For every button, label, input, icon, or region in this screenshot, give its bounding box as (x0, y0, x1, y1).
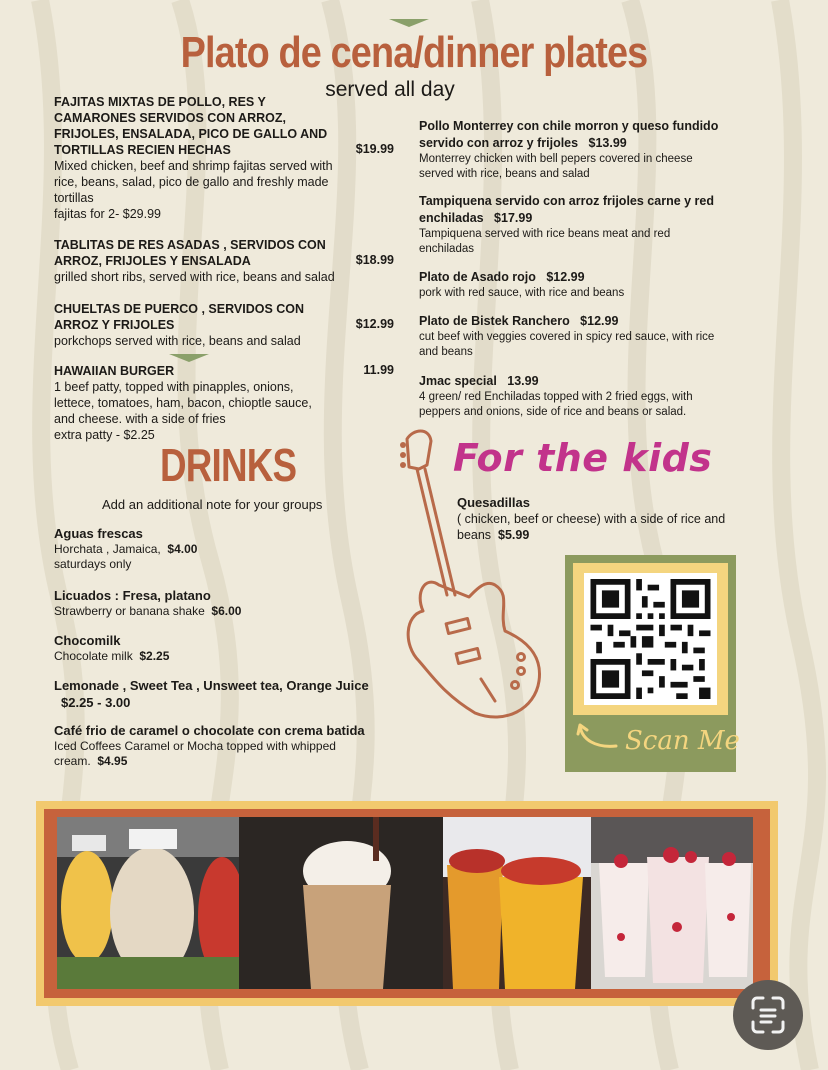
drink-desc: Strawberry or banana shake (54, 604, 205, 618)
kids-item-desc: ( chicken, beef or cheese) with a side of rice and (457, 512, 726, 526)
chevron-mid-decoration (169, 354, 209, 362)
item-desc: served with rice, beans and salad (419, 168, 590, 180)
item-title: Plato de Bistek Ranchero (419, 314, 570, 328)
drinks-note: Add an additional note for your groups (102, 497, 323, 512)
menu-item-hawaiian-burger (54, 363, 394, 443)
item-desc: Monterrey chicken with bell pepers covered in cheese (419, 153, 693, 165)
item-desc: grilled short ribs, served with rice, beans and salad (54, 270, 335, 284)
kids-item-desc: beans (457, 528, 492, 542)
item-price: $13.99 (588, 136, 627, 150)
kids-item-price: $5.99 (498, 528, 530, 542)
drink-title: Café frio de caramel o chocolate con crema batida (54, 723, 365, 738)
drink-desc: Iced Coffees Caramel or Mocha topped with whipped (54, 739, 336, 753)
item-desc: cut beef with veggies covered in spicy red sauce, with rice (419, 331, 715, 343)
item-desc: extra patty - $2.25 (54, 428, 155, 442)
item-desc: Tampiquena served with rice beans meat and red (419, 228, 671, 240)
drink-price: $6.00 (211, 604, 242, 618)
mangonada-photo (443, 817, 591, 989)
drink-item-cafe-frio (54, 722, 414, 769)
item-title: HAWAIIAN BURGER (54, 364, 175, 378)
drink-item-chocomilk (54, 632, 394, 664)
scan-me-label: Scan Me (625, 726, 740, 756)
item-desc: 1 beef patty, topped with pinapples, onions, (54, 380, 294, 394)
item-price: 13.99 (507, 374, 539, 388)
drink-title: Lemonade , Sweet Tea , Unsweet tea, Orange Juice (54, 678, 369, 693)
kids-item-title: Quesadillas (457, 495, 530, 510)
item-title: CAMARONES SERVIDOS CON ARROZ, (54, 111, 286, 125)
item-title: TORTILLAS RECIEN HECHAS (54, 143, 231, 157)
menu-item-tablitas (54, 237, 394, 285)
scan-text-icon (733, 980, 803, 1050)
item-desc: tortillas (54, 191, 94, 205)
item-title: CHUELTAS DE PUERCO , SERVIDOS CON (54, 302, 305, 316)
item-desc: rice, beans, salad, pico de gallo and freshly made (54, 175, 329, 189)
item-desc: peppers and onions, side of rice and beans or salad. (419, 406, 687, 418)
drink-item-licuados (54, 587, 394, 619)
item-price: $12.99 (580, 314, 619, 328)
drink-price: $2.25 (139, 649, 170, 663)
item-title: enchiladas (419, 211, 484, 225)
strawberry-cream-photo (591, 817, 753, 989)
drink-price: $2.25 - 3.00 (61, 695, 131, 710)
item-title: Pollo Monterrey con chile morron y queso fundido (419, 119, 719, 133)
menu-item-asado-rojo (419, 269, 779, 301)
menu-title: Plato de cena/dinner plates (180, 28, 648, 77)
item-desc: porkchops served with rice, beans and salad (54, 334, 301, 348)
item-desc: pork with red sauce, with rice and beans (419, 287, 625, 299)
menu-item-chuletas (54, 301, 394, 349)
item-desc: and beans (419, 346, 473, 358)
item-title: TABLITAS DE RES ASADAS , SERVIDOS CON (54, 238, 326, 252)
drinks-heading: DRINKS (160, 439, 297, 491)
item-desc: fajitas for 2- $29.99 (54, 207, 162, 221)
lens-scan-button[interactable] (733, 980, 803, 1050)
kids-item-quesadillas (457, 494, 777, 543)
item-title: FAJITAS MIXTAS DE POLLO, RES Y (54, 95, 266, 109)
drink-item-lemonade (54, 677, 414, 711)
item-price: $12.99 (355, 317, 394, 331)
item-price: $19.99 (355, 142, 394, 156)
drink-title: Aguas frescas (54, 526, 143, 541)
menu-item-pollo-monterrey (419, 118, 779, 182)
item-desc: 4 green/ red Enchiladas topped with 2 fried eggs, with (419, 391, 693, 403)
aguas-frescas-photo (57, 817, 239, 989)
curved-arrow-icon (576, 722, 620, 752)
drink-extra: saturdays only (54, 557, 132, 571)
drink-price: $4.00 (167, 542, 198, 556)
drink-item-aguas-frescas (54, 525, 394, 572)
item-desc: lettece, tomatoes, ham, bacon, chioptle sauce, (54, 396, 312, 410)
chevron-top-decoration (389, 19, 429, 27)
drink-title: Chocomilk (54, 633, 121, 648)
item-title: Tampiquena servido con arroz frijoles carne y red (419, 194, 715, 208)
drink-desc: Horchata , Jamaica, (54, 542, 161, 556)
item-price: 11.99 (363, 363, 394, 377)
item-title: Plato de Asado rojo (419, 270, 536, 284)
item-price: $17.99 (494, 211, 533, 225)
item-title: ARROZ, FRIJOLES Y ENSALADA (54, 254, 251, 268)
item-desc: Mixed chicken, beef and shrimp fajitas served with (54, 159, 333, 173)
item-title: Jmac special (419, 374, 497, 388)
menu-item-bistek-ranchero (419, 313, 779, 360)
iced-coffee-photo (239, 817, 443, 989)
item-price: $12.99 (546, 270, 585, 284)
drink-title: Licuados : Fresa, platano (54, 588, 211, 603)
menu-item-fajitas (54, 94, 394, 222)
item-desc: and cheese. with a side of fries (54, 412, 226, 426)
item-title: servido con arroz y frijoles (419, 136, 579, 150)
menu-item-jmac-special (419, 373, 779, 420)
menu-subtitle: served all day (325, 78, 455, 101)
menu-item-tampiquena (419, 193, 779, 257)
drink-price: $4.95 (97, 754, 128, 768)
drink-desc: Chocolate milk (54, 649, 133, 663)
item-desc: enchiladas (419, 243, 474, 255)
item-price: $18.99 (355, 253, 394, 267)
item-title: FRIJOLES, ENSALADA, PICO DE GALLO AND (54, 127, 328, 141)
qr-code-icon[interactable] (590, 579, 711, 699)
item-title: ARROZ Y FRIJOLES (54, 318, 175, 332)
kids-heading: For the kids (453, 436, 713, 480)
drink-desc: cream. (54, 754, 91, 768)
